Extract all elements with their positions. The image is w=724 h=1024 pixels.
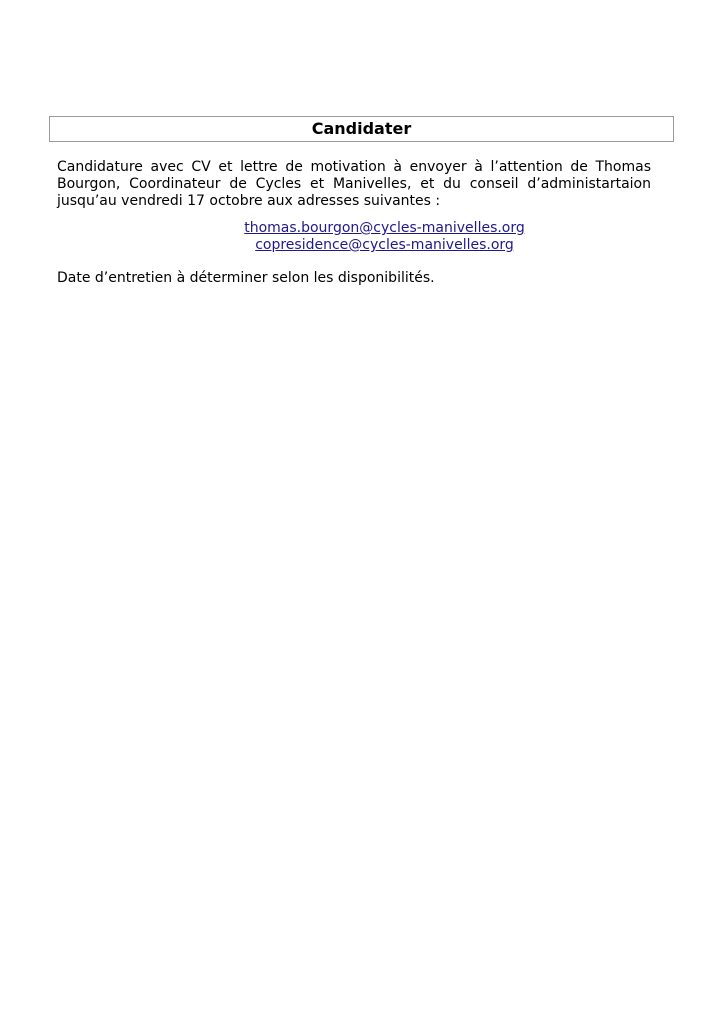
application-instructions: Candidature avec CV et lettre de motivation à envoyer à l’attention de Thomas Bourgon, Coordinateur de Cycles et Manivelles, et du conseil d’administartaion jusqu’au vendredi 17 octobre aux adresses suivantes : <box>57 159 651 209</box>
section-header <box>49 116 674 142</box>
email-link-copresidence[interactable]: copresidence@cycles-manivelles.org <box>255 237 514 253</box>
email-list <box>57 220 712 254</box>
email-link-coordinator[interactable]: thomas.bourgon@cycles-manivelles.org <box>244 220 525 236</box>
section-title: Candidater <box>311 119 412 138</box>
interview-note: Date d’entretien à déterminer selon les disponibilités. <box>57 270 435 286</box>
